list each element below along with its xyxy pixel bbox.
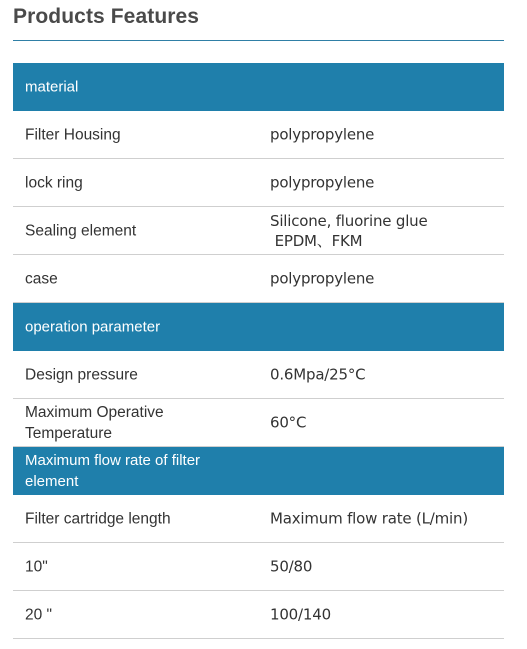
features-table <box>13 63 504 639</box>
property-value: polypropylene <box>270 125 375 143</box>
property-value: polypropylene <box>270 173 375 191</box>
property-name: Design pressure <box>25 366 138 383</box>
section-label-line: element <box>25 472 79 490</box>
property-name: Sealing element <box>25 222 137 239</box>
table-row-max-operative-temperature <box>13 399 504 447</box>
property-value: Maximum flow rate (L/min) <box>270 509 468 527</box>
value-line: Silicone, fluorine glue <box>270 211 428 230</box>
section-label-line: Maximum flow rate of filter <box>25 451 201 469</box>
section-max-flow-rate <box>13 447 504 495</box>
table-row-design-pressure <box>13 351 504 399</box>
property-name: 20 " <box>25 606 53 623</box>
section-label: material <box>25 78 79 95</box>
property-value: polypropylene <box>270 269 375 287</box>
section-label: operation parameter <box>25 318 161 335</box>
section-label <box>25 450 285 492</box>
table-row-filter-housing <box>13 111 504 159</box>
property-name: Filter cartridge length <box>25 510 171 527</box>
property-name: Filter Housing <box>25 126 121 143</box>
table-row-lock-ring <box>13 159 504 207</box>
page-title: Products Features <box>13 5 200 28</box>
table-row-20-inch <box>13 591 504 639</box>
name-line: Maximum Operative <box>25 403 164 421</box>
table-row-10-inch <box>13 543 504 591</box>
property-value: 60°C <box>270 413 307 431</box>
property-name: 10" <box>25 558 48 575</box>
value-line: EPDM、FKM <box>270 231 363 250</box>
property-name: case <box>25 270 58 287</box>
name-line: Temperature <box>25 424 113 442</box>
section-operation-parameter <box>13 303 504 351</box>
property-value: 100/140 <box>270 605 331 623</box>
property-value: 50/80 <box>270 557 313 575</box>
table-row-case <box>13 255 504 303</box>
property-value <box>270 211 500 251</box>
property-name: lock ring <box>25 174 83 191</box>
table-row-cartridge-length-header <box>13 495 504 543</box>
title-divider <box>13 40 504 41</box>
section-material <box>13 63 504 111</box>
table-row-sealing-element <box>13 207 504 255</box>
property-name <box>25 402 245 444</box>
property-value: 0.6Mpa/25°C <box>270 365 366 383</box>
